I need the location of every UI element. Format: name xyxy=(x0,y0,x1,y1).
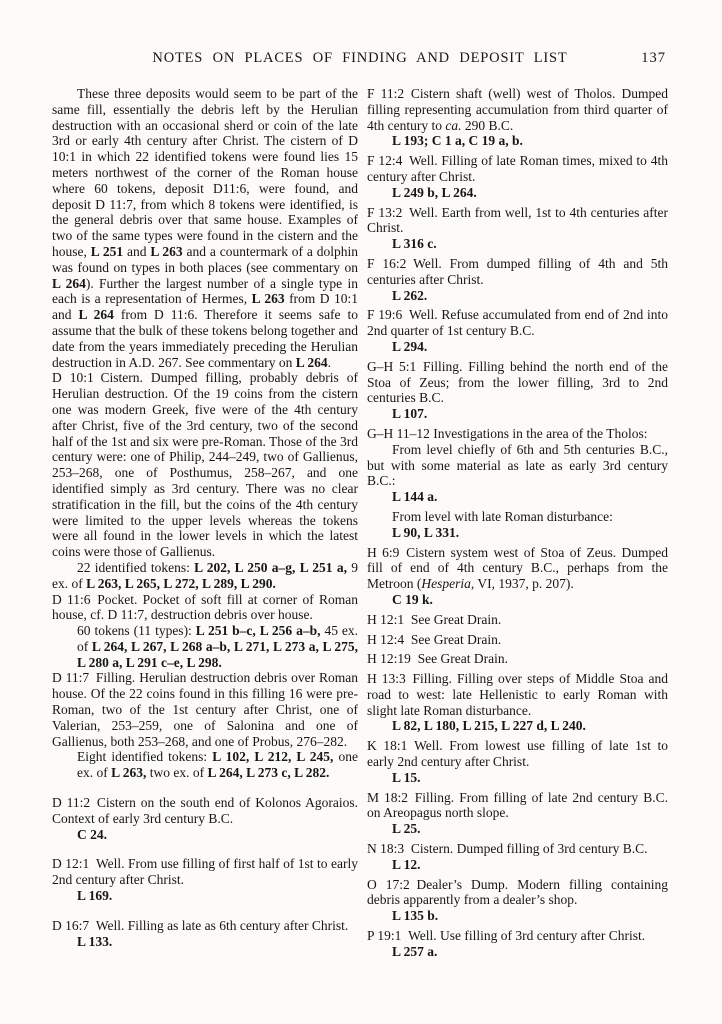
entry-D-11-2: D 11:2 Cistern on the south end of Kolonos Agoraios. Context of early 3rd century B.C. xyxy=(52,795,358,826)
entry-D-16-7: D 16:7 Well. Filling as late as 6th century after Christ. xyxy=(52,917,349,933)
entry-D-10-1: D 10:1 Cistern. Dumped filling, probably debris of Herulian destruction. Of the 19 coins from the cistern one was modern Greek, five were of the 4th century after Christ, five of the 3rd century, two of the second half of the 1st and six were pre-Roman. Those of the 3rd century were: one of Philip, 244–249, two of Gallienus, 253–268, one of Posthumus, 258–267, and one identified simply as 3rd century. There was no clear stratification in the fill, but the coins of the 4th century were limited to the upper levels whereas the tokens were all found in the lower levels in which the latest coins were those of Gallienus. xyxy=(52,370,358,560)
page-number: 137 xyxy=(641,50,666,66)
entry-D-11-6: D 11:6 Pocket. Pocket of soft fill at corner of Roman house, cf. D 11:7, destruction debris over house. xyxy=(52,591,358,623)
entry-GH-11-12: G–H 11–12 Investigations in the area of the Tholos: xyxy=(367,425,648,441)
entry-D-11-7: D 11:7 Filling. Herulian destruction debris over Roman house. Of the 22 coins found in this filling 16 were pre-Roman, two of the 1st century after Christ, one of Valerian, 253–259, one of Salonina and one of Gallienus, both 253–268, and one of Probus, 276–282. xyxy=(52,670,358,749)
ref-D-16-7: L 133. xyxy=(77,933,113,949)
ref-GH-5-1: L 107. xyxy=(392,406,428,422)
entry-F-16-2: F 16:2 Well. From dumped filling of 4th and 5th centuries after Christ. xyxy=(367,255,668,287)
token-list-D-11-6: 60 tokens (11 types): L 251 b–c, L 256 a–b, 45 ex. of L 264, L 267, L 268 a–b, L 271, L 273 a, L 275, L 280 a, L 291 c–e, L 298. xyxy=(77,623,359,670)
ref-GH-11-12-a: L 144 a. xyxy=(392,489,438,505)
right-column xyxy=(367,86,668,960)
sub-GH-11-12-a: From level chiefly of 6th and 5th centuries B.C., but with some material as late as early 3rd century B.C.: xyxy=(367,441,668,489)
left-column xyxy=(52,86,358,949)
entry-F-12-4: F 12:4 Well. Filling of late Roman times, mixed to 4th century after Christ. xyxy=(367,153,668,184)
token-list-D-10-1: 22 identified tokens: L 202, L 250 a–g, L 251 a, 9 ex. of L 263, L 265, L 272, L 289, L 290. xyxy=(52,559,359,591)
entry-H-12-1: H 12:1 See Great Drain. xyxy=(367,611,502,627)
entry-D-12-1: D 12:1 Well. From use filling of first half of 1st to early 2nd century after Christ. xyxy=(52,856,358,888)
ref-O-17-2: L 135 b. xyxy=(392,908,439,924)
entry-K-18-1: K 18:1 Well. From lowest use filling of late 1st to early 2nd century after Christ. xyxy=(367,738,668,770)
entry-F-13-2: F 13:2 Well. Earth from well, 1st to 4th centuries after Christ. xyxy=(367,204,668,236)
ref-F-16-2: L 262. xyxy=(392,287,428,303)
ref-F-11-2: L 193; C 1 a, C 19 a, b. xyxy=(392,133,523,149)
ref-H-13-3: L 82, L 180, L 215, L 227 d, L 240. xyxy=(392,718,586,734)
ref-F-19-6: L 294. xyxy=(392,338,428,354)
entry-F-19-6: F 19:6 Well. Refuse accumulated from end of 2nd into 2nd quarter of 1st century B.C. xyxy=(367,307,668,339)
ref-D-12-1: L 169. xyxy=(77,888,113,904)
ref-N-18-3: L 12. xyxy=(392,856,421,872)
intro-paragraph: These three deposits would seem to be part of the same fill, essentially the debris left by the Herulian destruction with an occasional sherd or coin of the late 3rd or early 4th century after Christ. The cistern of D 10:1 in which 22 identified tokens were found lies 15 meters northwest of the corner of the Roman house where 60 tokens, deposit D11:6, were found, and deposit D 11:7, from which 8 tokens were identified, is the general debris over that same house. Examples of two of the same types were found in the cistern and the house, L 251 and L 263 and a countermark of a dolphin was found on types in both places (see commentary on L 264). Further the largest number of a single type in each is a representation of Hermes, L 263 from D 10:1 and L 264 from D 11:6. Therefore it seems safe to assume that the bulk of these tokens belong together and date from the years immediately preceding the Herulian destruction in A.D. 267. See commentary on L 264. xyxy=(52,86,359,370)
ref-P-19-1: L 257 a. xyxy=(392,943,438,959)
entry-H-12-19: H 12:19 See Great Drain. xyxy=(367,651,508,667)
ref-F-13-2: L 316 c. xyxy=(392,236,437,252)
entry-GH-5-1: G–H 5:1 Filling. Filling behind the north end of the Stoa of Zeus; from the lower filling, 3rd to 2nd centuries B.C. xyxy=(367,358,668,406)
entry-N-18-3: N 18:3 Cistern. Dumped filling of 3rd century B.C. xyxy=(367,841,648,857)
entry-H-13-3: H 13:3 Filling. Filling over steps of Middle Stoa and road to west: late Hellenistic to early Roman with slight late Roman disturbance. xyxy=(367,671,668,718)
entry-M-18-2: M 18:2 Filling. From filling of late 2nd century B.C. on Areopagus north slope. xyxy=(367,789,668,821)
token-list-D-11-7: Eight identified tokens: L 102, L 212, L 245, one ex. of L 263, two ex. of L 264, L 273 c, L 282. xyxy=(77,749,358,781)
entry-P-19-1: P 19:1 Well. Use filling of 3rd century after Christ. xyxy=(367,928,646,944)
ref-M-18-2: L 25. xyxy=(392,821,421,837)
ref-GH-11-12-b: L 90, L 331. xyxy=(392,524,460,540)
ref-H-6-9: C 19 k. xyxy=(392,591,433,607)
running-head-title: NOTES ON PLACES OF FINDING AND DEPOSIT LIST xyxy=(152,50,568,66)
sub-GH-11-12-b: From level with late Roman disturbance: xyxy=(392,508,613,524)
entry-O-17-2: O 17:2 Dealer’s Dump. Modern filling containing debris apparently from a dealer’s shop. xyxy=(367,876,668,908)
entry-H-12-4: H 12:4 See Great Drain. xyxy=(367,631,502,647)
ref-F-12-4: L 249 b, L 264. xyxy=(392,184,477,200)
ref-K-18-1: L 15. xyxy=(392,769,421,785)
entry-F-11-2: F 11:2 Cistern shaft (well) west of Tholos. Dumped filling representing accumulation from third quarter of 4th century to ca. 290 B.C. xyxy=(367,86,668,133)
entry-H-6-9: H 6:9 Cistern system west of Stoa of Zeus. Dumped fill of end of 4th century B.C., perhaps from the Metroon (Hesperia, VI, 1937, p. 207). xyxy=(367,544,668,592)
ref-D-11-2: C 24. xyxy=(77,826,107,842)
